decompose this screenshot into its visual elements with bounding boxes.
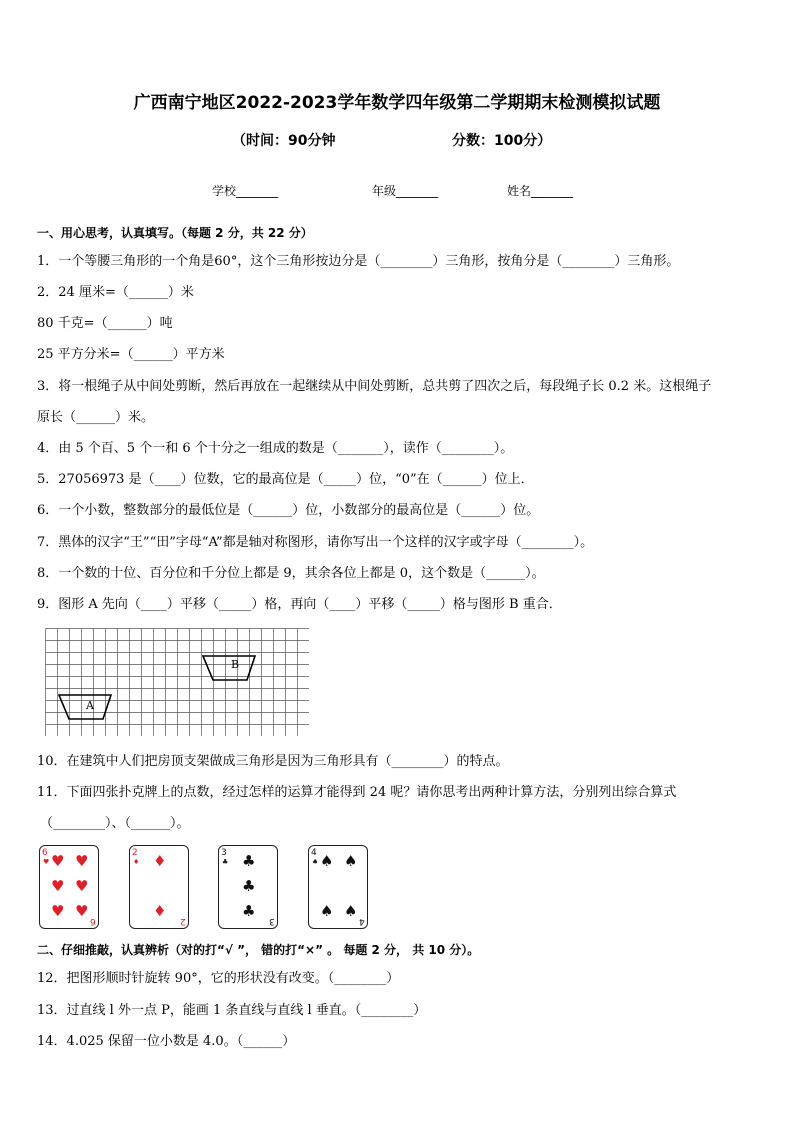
section-2-heading: 二、仔细推敲，认真辨析（对的打“√ ”， 错的打“×” 。 每题 2 分， 共 10 分）。 [37, 943, 480, 957]
question-7: 7．黑体的汉字“王”“田”字母“A”都是轴对称图形，请你写出一个这样的汉字或字母（________）。 [37, 535, 594, 550]
spade-icon: ♠ [312, 858, 319, 866]
question-5: 5．27056973 是（____）位数，它的最高位是（_____）位，“0”在（______）位上． [37, 472, 534, 487]
question-3a: 3．将一根绳子从中间处剪断，然后再放在一起继续从中间处剪断，总共剪了四次之后，每段绳子长 0.2 米。这根绳子 [37, 379, 712, 394]
page-title: 广西南宁地区2022-2023学年数学四年级第二学期期末检测模拟试题 [133, 93, 661, 113]
card-rank: 4 [311, 848, 317, 858]
playing-card-three-clubs [218, 845, 278, 929]
question-13: 13．过直线 l 外一点 P，能画 1 条直线与直线 l 垂直。（________） [37, 1003, 427, 1018]
shape-a [59, 695, 111, 719]
card-rank: 2 [132, 848, 138, 858]
club-icon: ♣ [242, 877, 256, 895]
translation-grid-figure [45, 628, 309, 736]
card-rank: 6 [90, 916, 96, 926]
club-icon: ♣ [242, 852, 256, 870]
shape-a-label: A [86, 699, 94, 712]
heart-icon: ♥ [75, 852, 89, 870]
school-field: 学校_______ [212, 184, 279, 198]
diamond-icon: ♦ [133, 858, 140, 866]
question-1: 1．一个等腰三角形的一个角是60°，这个三角形按边分是（________）三角形，按角分是（________）三角形。 [37, 254, 680, 269]
card-rank: 3 [221, 848, 227, 858]
section-1-heading: 一、用心思考，认真填写。（每题 2 分，共 22 分） [37, 226, 313, 240]
spade-icon: ♠ [320, 852, 334, 870]
question-10: 10．在建筑中人们把房顶支架做成三角形是因为三角形具有（________）的特点。 [37, 754, 509, 769]
card-rank: 2 [180, 916, 186, 926]
club-icon: ♣ [222, 858, 229, 866]
question-6: 6．一个小数，整数部分的最低位是（______）位，小数部分的最高位是（______）位。 [37, 503, 540, 518]
spade-icon: ♠ [344, 902, 358, 920]
shape-b-label: B [231, 658, 240, 671]
question-11a: 11．下面四张扑克牌上的点数，经过怎样的运算才能得到 24 呢？请你思考出两种计算方法，分别列出综合算式 [37, 785, 677, 800]
question-2c: 25 平方分米=（______）平方米 [37, 347, 225, 362]
question-2b: 80 千克=（______）吨 [37, 316, 173, 331]
grade-field: 年级_______ [372, 184, 439, 198]
heart-icon: ♥ [51, 902, 65, 920]
question-8: 8．一个数的十位、百分位和千分位上都是 9，其余各位上都是 0，这个数是（______）。 [37, 566, 545, 581]
diamond-icon: ♦ [153, 902, 167, 920]
heart-icon: ♥ [43, 858, 50, 866]
question-3b: 原长（______）米。 [37, 410, 155, 425]
spade-icon: ♠ [344, 852, 358, 870]
exam-time: （时间：90分钟 [232, 133, 336, 149]
diamond-icon: ♦ [153, 852, 167, 870]
question-12: 12．把图形顺时针旋转 90°，它的形状没有改变。（________） [37, 971, 400, 986]
heart-icon: ♥ [51, 852, 65, 870]
playing-card-two-diamonds [129, 845, 189, 929]
question-11b: （________）、（______）。 [40, 816, 190, 831]
heart-icon: ♥ [51, 877, 65, 895]
club-icon: ♣ [242, 902, 256, 920]
name-field: 姓名_______ [507, 184, 574, 198]
spade-icon: ♠ [320, 902, 334, 920]
card-rank: 6 [42, 848, 48, 858]
question-2a: 2．24 厘米=（______）米 [37, 285, 194, 300]
question-14: 14．4.025 保留一位小数是 4.0。（______） [37, 1034, 296, 1049]
playing-card-six-hearts [39, 845, 99, 929]
card-rank: 3 [269, 916, 275, 926]
playing-card-four-spades [308, 845, 368, 929]
exam-score: 分数：100分） [452, 133, 552, 149]
question-9: 9．图形 A 先向（____）平移（_____）格，再向（____）平移（_____）格与图形 B 重合． [37, 597, 562, 612]
question-4: 4．由 5 个百、5 个一和 6 个十分之一组成的数是（_______），读作（________）。 [37, 441, 514, 456]
heart-icon: ♥ [75, 902, 89, 920]
card-rank: 4 [359, 916, 365, 926]
heart-icon: ♥ [75, 877, 89, 895]
